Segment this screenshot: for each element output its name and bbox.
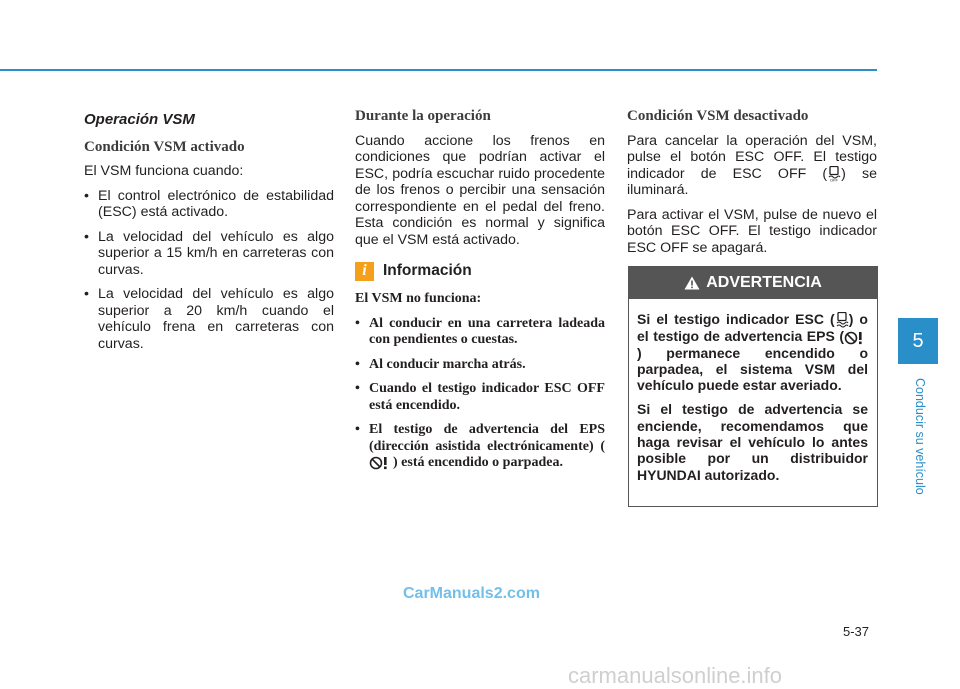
esc-off-indicator-icon	[827, 166, 841, 182]
page-number: 5-37	[843, 624, 870, 639]
list-item: • El testigo de advertencia del EPS (dirección asistida electrónicamente) () está encendido o parpadea.	[355, 422, 605, 472]
activate-text: Para activar el VSM, pulse de nuevo el botón ESC OFF. El testigo indicador ESC OFF se apagará.	[627, 206, 877, 256]
warning-text-2: Si el testigo de advertencia se enciende, recomendamos que haga revisar el vehículo lo antes posible por un distribuidor HYUNDAI autorizado.	[637, 401, 868, 483]
list-item: • El control electrónico de estabilidad (ESC) está activado.	[84, 188, 334, 221]
warning-box	[628, 266, 878, 507]
warning-title: ADVERTENCIA	[706, 274, 822, 291]
chapter-label-vertical: Conducir su vehículo	[913, 378, 927, 495]
warning-text-1: Si el testigo indicador ESC ( ) o el testigo de advertencia EPS () permanece encendido o parpadea, el sistema VSM del vehículo puede estar averiado.	[637, 311, 868, 394]
chapter-tab: 5	[898, 318, 938, 364]
watermark-bottom: carmanualsonline.info	[568, 663, 783, 688]
list-item: • La velocidad del vehículo es algo superior a 20 km/h cuando el vehículo frena en carreteras con curvas.	[84, 286, 334, 352]
info-icon: i	[355, 262, 374, 281]
intro-text: El VSM funciona cuando:	[84, 163, 244, 179]
list-item: • Al conducir en una carretera ladeada con pendientes o cuestas.	[355, 316, 605, 349]
warning-triangle-icon	[684, 276, 700, 290]
subheading-during-operation: Durante la operación	[355, 108, 491, 124]
column-2	[355, 108, 605, 480]
condition-list	[84, 188, 334, 353]
list-item: • Cuando el testigo indicador ESC OFF está encendido.	[355, 381, 605, 414]
info-list	[355, 316, 605, 472]
warning-body	[629, 299, 877, 483]
eps-warning-icon	[369, 456, 393, 470]
warning-header	[629, 267, 877, 299]
column-3	[627, 108, 877, 264]
subheading-vsm-on: Condición VSM activado	[84, 138, 245, 155]
svg-text:OFF: OFF	[830, 177, 839, 182]
watermark-top: CarManuals2.com	[403, 585, 540, 602]
eps-warning-icon	[844, 331, 868, 345]
info-title: Información	[383, 262, 472, 280]
list-item: • Al conducir marcha atrás.	[355, 357, 605, 374]
esc-indicator-icon	[835, 312, 849, 328]
column-1	[84, 108, 334, 360]
operation-text: Cuando accione los frenos en condiciones que podrían activar el ESC, podría escuchar ruido procedente de los frenos o percibir una sensación correspondiente en el pedal del freno. Esta condición es normal y significa que el VSM está activado.	[355, 132, 605, 248]
subheading-vsm-off: Condición VSM desactivado	[627, 108, 809, 124]
cancel-text: Para cancelar la operación del VSM, pulse el botón ESC OFF. El testigo indicador de ESC OFF ( OFF ) se iluminará.	[627, 132, 877, 198]
info-intro: El VSM no funciona:	[355, 291, 482, 306]
list-item: • La velocidad del vehículo es algo superior a 15 km/h en carreteras con curvas.	[84, 229, 334, 279]
section-heading: Operación VSM	[84, 111, 195, 128]
header-rule	[0, 69, 877, 71]
info-header	[355, 262, 605, 281]
